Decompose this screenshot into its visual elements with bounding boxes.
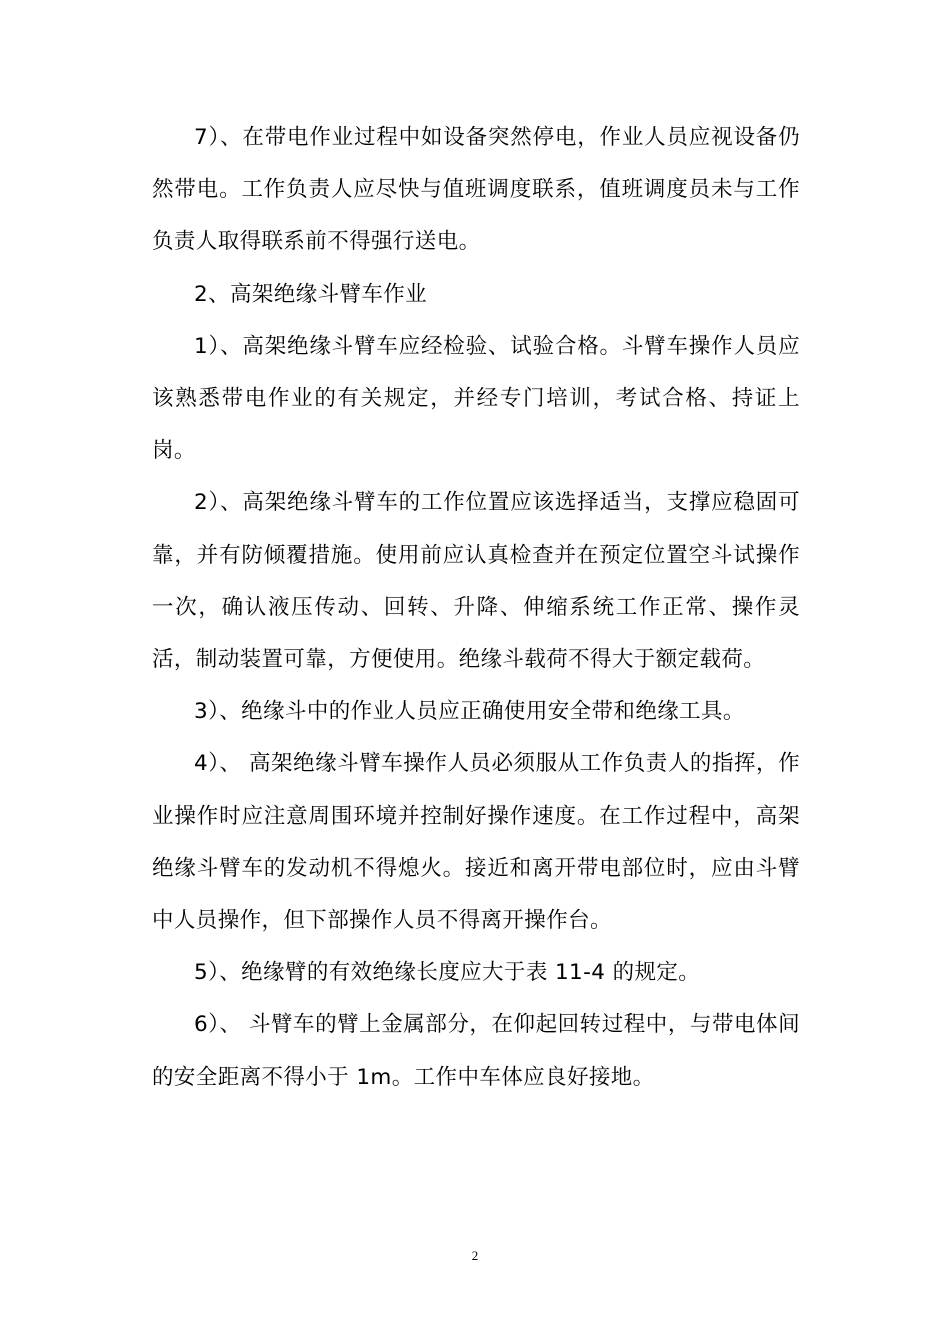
document-body xyxy=(152,112,800,1104)
section-heading-bucket-truck: 2、高架绝缘斗臂车作业 xyxy=(194,281,428,307)
paragraph-6-safe-distance: 6）、 斗臂车的臂上金属部分，在仰起回转过程中，与带电体间的安全距离不得小于 1m。工作中车体应良好接地。 xyxy=(152,1012,800,1090)
paragraph-1-inspection: 1）、高架绝缘斗臂车应经检验、试验合格。斗臂车操作人员应该熟悉带电作业的有关规定，并经专门培训，考试合格、持证上岗。 xyxy=(152,333,800,464)
paragraph-5-insulation-length: 5）、绝缘臂的有效绝缘长度应大于表 11-4 的规定。 xyxy=(194,960,701,986)
paragraph-7-power-outage: 7）、在带电作业过程中如设备突然停电，作业人员应视设备仍然带电。工作负责人应尽快与值班调度联系，值班调度员未与工作负责人取得联系前不得强行送电。 xyxy=(152,125,800,255)
paragraph-2-position: 2）、高架绝缘斗臂车的工作位置应该选择适当，支撑应稳固可靠，并有防倾覆措施。使用前应认真检查并在预定位置空斗试操作一次，确认液压传动、回转、升降、伸缩系统工作正常、操作灵活，制动装置可靠，方便使用。绝缘斗载荷不得大于额定载荷。 xyxy=(152,490,800,673)
paragraph-4-operator: 4）、 高架绝缘斗臂车操作人员必须服从工作负责人的指挥，作业操作时应注意周围环境并控制好操作速度。在工作过程中，高架绝缘斗臂车的发动机不得熄火。接近和离开带电部位时，应由斗臂中人员操作，但下部操作人员不得离开操作台。 xyxy=(152,751,800,934)
paragraph-3-safety-belt: 3）、绝缘斗中的作业人员应正确使用安全带和绝缘工具。 xyxy=(194,699,745,725)
page-number: 2 xyxy=(471,1248,479,1263)
